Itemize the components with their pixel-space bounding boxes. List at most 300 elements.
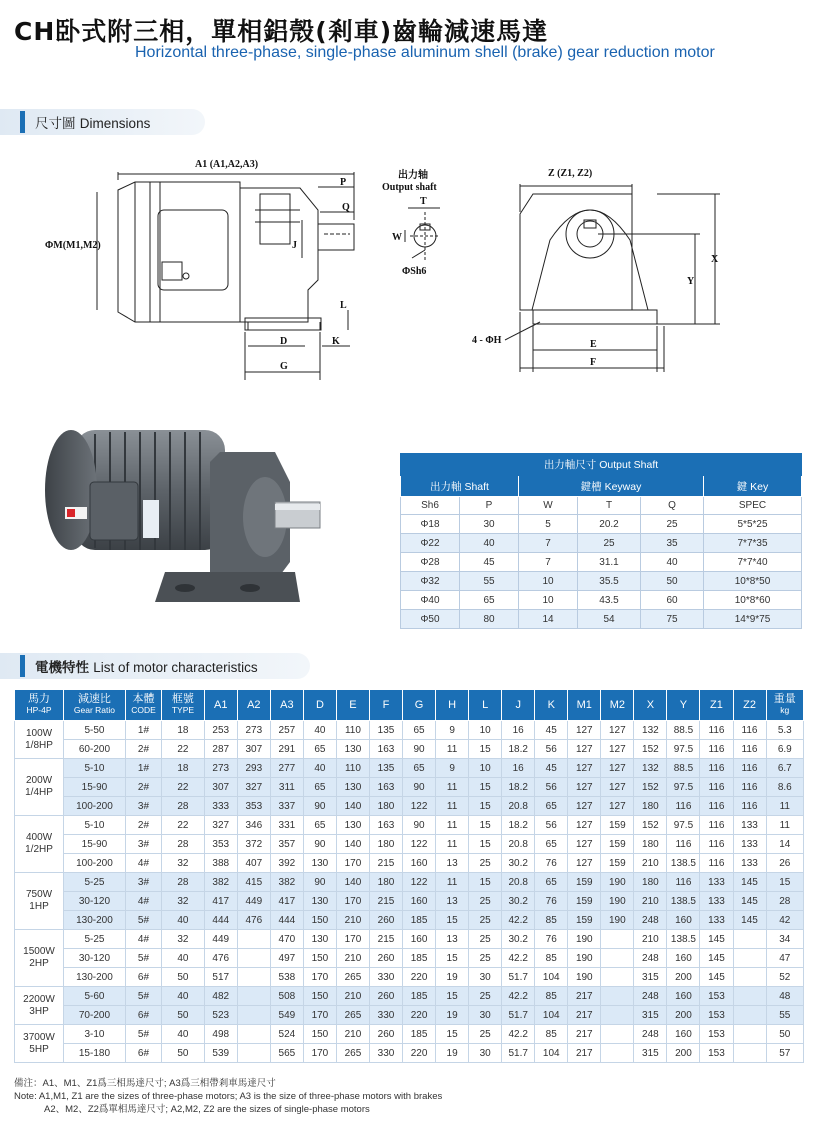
table-row — [401, 591, 802, 610]
power-label: 100W — [25, 727, 53, 739]
table-cell: 14 — [766, 835, 803, 854]
table-cell: 45 — [460, 553, 519, 572]
motor-table-body — [15, 721, 804, 1063]
table-cell: 54 — [578, 610, 641, 629]
table-cell: 153 — [700, 1006, 733, 1025]
column-header — [700, 690, 733, 721]
table-cell: 56 — [535, 778, 568, 797]
table-cell: 11 — [436, 740, 469, 759]
table-cell: 138.5 — [667, 854, 700, 873]
table-cell: 22 — [162, 740, 205, 759]
table-cell: 35 — [641, 534, 704, 553]
section-accent-bar — [20, 655, 25, 677]
table-cell: 116 — [700, 835, 733, 854]
table-cell: 163 — [369, 740, 402, 759]
table-row — [15, 1025, 804, 1044]
table-cell: 30 — [460, 515, 519, 534]
table-cell: 18.2 — [502, 816, 535, 835]
table-cell: 346 — [237, 816, 270, 835]
table-cell: 85 — [535, 911, 568, 930]
table-cell: 145 — [700, 949, 733, 968]
table-cell: 138.5 — [667, 930, 700, 949]
table-cell: 30 — [469, 968, 502, 987]
note-line: Note: A1,M1, Z1 are the sizes of three-phase motors; A3 is the size of three-phase motors with brakes — [14, 1091, 443, 1102]
table-cell: 200 — [667, 1044, 700, 1063]
table-cell: 127 — [601, 721, 634, 740]
table-cell: 190 — [568, 968, 601, 987]
table-cell: 6# — [125, 1006, 161, 1025]
shaft-group-header: 出力軸 Shaft — [401, 476, 519, 497]
shaft-col-header: Q — [641, 497, 704, 515]
table-cell: 210 — [634, 892, 667, 911]
table-cell: 498 — [204, 1025, 237, 1044]
table-row — [401, 534, 802, 553]
table-cell — [237, 1044, 270, 1063]
table-cell: 60 — [641, 591, 704, 610]
table-cell: 11 — [436, 778, 469, 797]
table-cell — [601, 968, 634, 987]
table-cell: 273 — [204, 759, 237, 778]
table-row — [401, 610, 802, 629]
table-cell: 65 — [535, 873, 568, 892]
table-cell: 16 — [502, 759, 535, 778]
table-cell: 90 — [403, 816, 436, 835]
power-label: 3700W — [23, 1031, 55, 1043]
column-header — [469, 690, 502, 721]
table-cell: 180 — [634, 835, 667, 854]
table-cell: 15 — [469, 778, 502, 797]
shaft-table-title: 出力軸尺寸 Output Shaft — [401, 454, 802, 476]
svg-text:F: F — [590, 357, 597, 368]
svg-text:X: X — [711, 254, 719, 265]
table-cell: 538 — [270, 968, 303, 987]
keyway-group-header: 鍵槽 Keyway — [519, 476, 704, 497]
table-cell: 34 — [766, 930, 803, 949]
table-cell: 25 — [469, 911, 502, 930]
svg-text:G: G — [280, 361, 288, 372]
table-cell: 159 — [601, 854, 634, 873]
table-cell: 159 — [568, 873, 601, 892]
table-cell: 50 — [641, 572, 704, 591]
table-cell: 40 — [162, 911, 205, 930]
table-cell: 18.2 — [502, 740, 535, 759]
column-header-label: Z1 — [710, 698, 723, 711]
column-header-label: L — [482, 698, 489, 711]
table-cell: 138.5 — [667, 892, 700, 911]
table-cell: 116 — [667, 873, 700, 892]
table-cell: 122 — [403, 797, 436, 816]
table-cell: 25 — [469, 892, 502, 911]
table-cell: 97.5 — [667, 816, 700, 835]
table-cell: 5# — [125, 911, 161, 930]
motor-characteristics-table — [14, 689, 804, 1063]
table-cell: 170 — [336, 854, 369, 873]
table-cell: 11 — [436, 873, 469, 892]
table-cell: 140 — [336, 873, 369, 892]
table-cell: 80 — [460, 610, 519, 629]
table-cell: 127 — [601, 759, 634, 778]
table-cell: 497 — [270, 949, 303, 968]
shaft-col-header: W — [519, 497, 578, 515]
table-cell: 470 — [270, 930, 303, 949]
table-cell: 7*7*40 — [704, 553, 802, 572]
table-cell — [733, 968, 766, 987]
table-cell: 5-25 — [64, 930, 126, 949]
power-group-cell — [15, 721, 64, 759]
table-cell: 40 — [162, 1025, 205, 1044]
table-cell: 116 — [733, 740, 766, 759]
table-cell — [237, 930, 270, 949]
table-cell: 10 — [469, 759, 502, 778]
power-label: 1HP — [29, 901, 49, 912]
table-cell: Φ40 — [401, 591, 460, 610]
svg-text:出力轴: 出力轴 — [398, 170, 428, 181]
shaft-table-body — [401, 515, 802, 629]
table-cell: 163 — [369, 816, 402, 835]
column-header-label: A3 — [280, 698, 294, 711]
table-cell: 210 — [634, 930, 667, 949]
table-cell: 11 — [436, 835, 469, 854]
table-cell: 30.2 — [502, 892, 535, 911]
table-cell: 133 — [733, 816, 766, 835]
table-cell: 353 — [237, 797, 270, 816]
power-label: 200W — [25, 775, 53, 786]
power-label: 2200W — [23, 993, 55, 1005]
table-cell: 30 — [469, 1006, 502, 1025]
column-header — [733, 690, 766, 721]
notes — [14, 1077, 442, 1116]
table-cell: 330 — [369, 1044, 402, 1063]
table-cell: 277 — [270, 759, 303, 778]
table-cell: 100-200 — [64, 854, 126, 873]
table-cell: 127 — [601, 797, 634, 816]
table-cell: 127 — [601, 740, 634, 759]
column-header — [403, 690, 436, 721]
table-cell: 30-120 — [64, 892, 126, 911]
table-cell: 2# — [125, 816, 161, 835]
svg-text:E: E — [590, 339, 597, 350]
table-cell: 10 — [469, 721, 502, 740]
table-cell: 159 — [568, 892, 601, 911]
table-cell: 5-50 — [64, 721, 126, 740]
table-cell: 28 — [162, 835, 205, 854]
table-cell: 3-10 — [64, 1025, 126, 1044]
table-cell: 248 — [634, 911, 667, 930]
table-row — [15, 873, 804, 892]
table-cell — [237, 1006, 270, 1025]
table-cell: 30.2 — [502, 854, 535, 873]
section-header-dimensions — [0, 109, 205, 135]
table-cell: 210 — [336, 911, 369, 930]
power-group-cell — [15, 873, 64, 930]
table-cell: 25 — [641, 515, 704, 534]
table-cell: 417 — [204, 892, 237, 911]
table-cell: 160 — [667, 911, 700, 930]
table-cell: 116 — [700, 778, 733, 797]
column-header-label: 本體 — [132, 693, 155, 705]
table-cell: 133 — [733, 835, 766, 854]
column-header — [303, 690, 336, 721]
table-cell: 217 — [568, 1025, 601, 1044]
table-cell: 116 — [733, 721, 766, 740]
table-cell: 104 — [535, 968, 568, 987]
table-cell: 190 — [601, 892, 634, 911]
table-cell: 153 — [700, 1025, 733, 1044]
table-cell: 9 — [436, 759, 469, 778]
power-label: 1/8HP — [25, 739, 53, 751]
table-cell: 15 — [469, 797, 502, 816]
table-cell: 1# — [125, 759, 161, 778]
table-cell — [733, 1006, 766, 1025]
table-cell: 15 — [436, 949, 469, 968]
table-cell: 116 — [700, 816, 733, 835]
table-cell: 539 — [204, 1044, 237, 1063]
table-cell: 30-120 — [64, 949, 126, 968]
key-group-header: 鍵 Key — [704, 476, 802, 497]
table-cell: 42 — [766, 911, 803, 930]
table-cell: 45 — [535, 759, 568, 778]
table-cell: 75 — [641, 610, 704, 629]
table-cell: 85 — [535, 987, 568, 1006]
table-cell: 311 — [270, 778, 303, 797]
table-cell: 8.6 — [766, 778, 803, 797]
table-cell: 200 — [667, 968, 700, 987]
power-label: 1500W — [23, 946, 55, 957]
table-cell: 90 — [303, 873, 336, 892]
table-cell: 127 — [568, 816, 601, 835]
table-cell: 185 — [403, 987, 436, 1006]
svg-text:Q: Q — [342, 202, 350, 213]
table-cell — [237, 968, 270, 987]
table-cell: 11 — [436, 797, 469, 816]
table-cell: 57 — [766, 1044, 803, 1063]
table-cell: 170 — [336, 930, 369, 949]
table-cell: 127 — [568, 721, 601, 740]
table-cell: 159 — [568, 911, 601, 930]
table-cell: 153 — [700, 1044, 733, 1063]
table-cell: 4# — [125, 930, 161, 949]
table-cell: 116 — [700, 740, 733, 759]
table-cell: 90 — [403, 740, 436, 759]
table-cell: 337 — [270, 797, 303, 816]
column-header-label: M1 — [576, 698, 592, 711]
table-cell: 25 — [469, 949, 502, 968]
table-cell: 133 — [700, 873, 733, 892]
table-cell: 5# — [125, 987, 161, 1006]
table-cell: 265 — [336, 968, 369, 987]
table-cell: 55 — [766, 1006, 803, 1025]
svg-text:ΦM(M1,M2): ΦM(M1,M2) — [45, 240, 101, 251]
table-row — [15, 1006, 804, 1025]
table-cell: 100-200 — [64, 797, 126, 816]
column-header-label: Z2 — [743, 698, 756, 711]
table-cell: 7*7*35 — [704, 534, 802, 553]
table-cell: 22 — [162, 816, 205, 835]
table-cell: 185 — [403, 911, 436, 930]
table-cell: 145 — [733, 873, 766, 892]
power-group-cell — [15, 816, 64, 873]
svg-text:L: L — [340, 300, 347, 311]
column-header-label: E — [349, 698, 357, 711]
table-cell: 160 — [667, 1025, 700, 1044]
dimension-drawing — [0, 150, 815, 390]
column-header — [15, 690, 64, 721]
table-cell: 32 — [162, 854, 205, 873]
table-cell: 116 — [733, 797, 766, 816]
table-cell: 10*8*50 — [704, 572, 802, 591]
table-cell: 127 — [568, 835, 601, 854]
table-cell: 90 — [403, 778, 436, 797]
table-cell: 11 — [436, 816, 469, 835]
table-cell: 28 — [162, 873, 205, 892]
table-cell: 50 — [162, 1006, 205, 1025]
table-cell: 152 — [634, 778, 667, 797]
table-row — [15, 911, 804, 930]
note-line: A2、M2、Z2爲單相馬達尺寸; A2,M2, Z2 are the sizes of single-phase motors — [44, 1104, 370, 1115]
table-cell: 248 — [634, 987, 667, 1006]
table-cell: 22 — [162, 778, 205, 797]
table-cell: 127 — [568, 778, 601, 797]
column-header-label: 重量 — [773, 693, 796, 705]
table-cell: 130-200 — [64, 968, 126, 987]
column-header — [204, 690, 237, 721]
table-cell: 15 — [766, 873, 803, 892]
column-header — [270, 690, 303, 721]
page-subtitle: Horizontal three-phase, single-phase aluminum shell (brake) gear reduction motor — [135, 44, 715, 61]
table-cell: 130 — [336, 740, 369, 759]
table-cell: 116 — [667, 835, 700, 854]
table-cell: 152 — [634, 740, 667, 759]
table-cell: 133 — [700, 892, 733, 911]
power-label: 750W — [25, 889, 53, 900]
column-header-label: F — [382, 698, 390, 711]
table-cell: 85 — [535, 949, 568, 968]
table-cell: Φ50 — [401, 610, 460, 629]
table-cell: 19 — [436, 968, 469, 987]
svg-text:4 - ΦH: 4 - ΦH — [472, 335, 502, 346]
table-cell: 190 — [601, 873, 634, 892]
table-cell: 28 — [766, 892, 803, 911]
table-cell: 185 — [403, 949, 436, 968]
table-cell: 160 — [403, 892, 436, 911]
table-row — [15, 949, 804, 968]
table-cell: 88.5 — [667, 721, 700, 740]
table-cell: 170 — [303, 968, 336, 987]
column-header-label: D — [315, 698, 324, 711]
table-cell: 130 — [303, 930, 336, 949]
table-cell: 220 — [403, 968, 436, 987]
table-cell: 170 — [336, 892, 369, 911]
svg-text:K: K — [332, 336, 340, 347]
table-cell: 417 — [270, 892, 303, 911]
table-cell: 35.5 — [578, 572, 641, 591]
table-cell: 50 — [162, 968, 205, 987]
table-cell: 20.2 — [578, 515, 641, 534]
table-cell: 60-200 — [64, 740, 126, 759]
table-cell: 130 — [303, 854, 336, 873]
column-header — [502, 690, 535, 721]
table-cell: 127 — [601, 778, 634, 797]
column-header-label: X — [646, 698, 655, 711]
table-cell: 333 — [204, 797, 237, 816]
column-header — [667, 690, 700, 721]
svg-text:Output shaft: Output shaft — [382, 182, 437, 193]
table-cell: 549 — [270, 1006, 303, 1025]
table-cell — [237, 1025, 270, 1044]
column-header-label: 框號 — [171, 693, 194, 705]
table-cell: 444 — [270, 911, 303, 930]
table-cell: 331 — [270, 816, 303, 835]
table-cell: 40 — [641, 553, 704, 572]
table-cell: 25 — [469, 930, 502, 949]
table-cell: 273 — [237, 721, 270, 740]
table-cell: 65 — [403, 721, 436, 740]
table-cell: 20.8 — [502, 873, 535, 892]
power-group-cell — [15, 987, 64, 1025]
table-cell: 508 — [270, 987, 303, 1006]
table-cell: 127 — [568, 854, 601, 873]
table-cell: 14 — [519, 610, 578, 629]
table-cell: 50 — [162, 1044, 205, 1063]
shaft-col-header: SPEC — [704, 497, 802, 515]
power-label: 3HP — [29, 1005, 49, 1017]
table-cell — [733, 1025, 766, 1044]
svg-text:T: T — [420, 196, 427, 207]
column-header-sublabel: CODE — [131, 705, 156, 715]
table-cell: 482 — [204, 987, 237, 1006]
table-cell: 392 — [270, 854, 303, 873]
power-group-cell — [15, 1025, 64, 1063]
table-cell: 42.2 — [502, 949, 535, 968]
table-cell — [733, 949, 766, 968]
table-cell: 152 — [634, 816, 667, 835]
table-cell: 51.7 — [502, 1006, 535, 1025]
table-row — [15, 797, 804, 816]
table-cell: 150 — [303, 1025, 336, 1044]
table-cell: 25 — [578, 534, 641, 553]
column-header — [336, 690, 369, 721]
table-cell: 52 — [766, 968, 803, 987]
table-cell: 18 — [162, 721, 205, 740]
power-label: 1/2HP — [25, 844, 53, 855]
table-cell: 97.5 — [667, 778, 700, 797]
table-cell: 4# — [125, 892, 161, 911]
table-cell: 210 — [336, 1025, 369, 1044]
table-cell — [601, 949, 634, 968]
column-header — [237, 690, 270, 721]
table-cell: 315 — [634, 968, 667, 987]
table-cell: 565 — [270, 1044, 303, 1063]
table-cell: 48 — [766, 987, 803, 1006]
table-cell: 18 — [162, 759, 205, 778]
table-cell: 382 — [204, 873, 237, 892]
column-header — [162, 690, 205, 721]
table-cell: 382 — [270, 873, 303, 892]
table-cell: 330 — [369, 968, 402, 987]
table-cell: 307 — [237, 740, 270, 759]
table-cell: 104 — [535, 1044, 568, 1063]
table-cell: 90 — [303, 797, 336, 816]
table-cell: 26 — [766, 854, 803, 873]
column-header — [568, 690, 601, 721]
table-cell: 210 — [336, 949, 369, 968]
table-cell: 25 — [469, 854, 502, 873]
table-cell: 10 — [519, 572, 578, 591]
power-label: 2HP — [29, 958, 49, 969]
table-cell: 132 — [634, 721, 667, 740]
table-cell: 260 — [369, 987, 402, 1006]
table-cell: 407 — [237, 854, 270, 873]
